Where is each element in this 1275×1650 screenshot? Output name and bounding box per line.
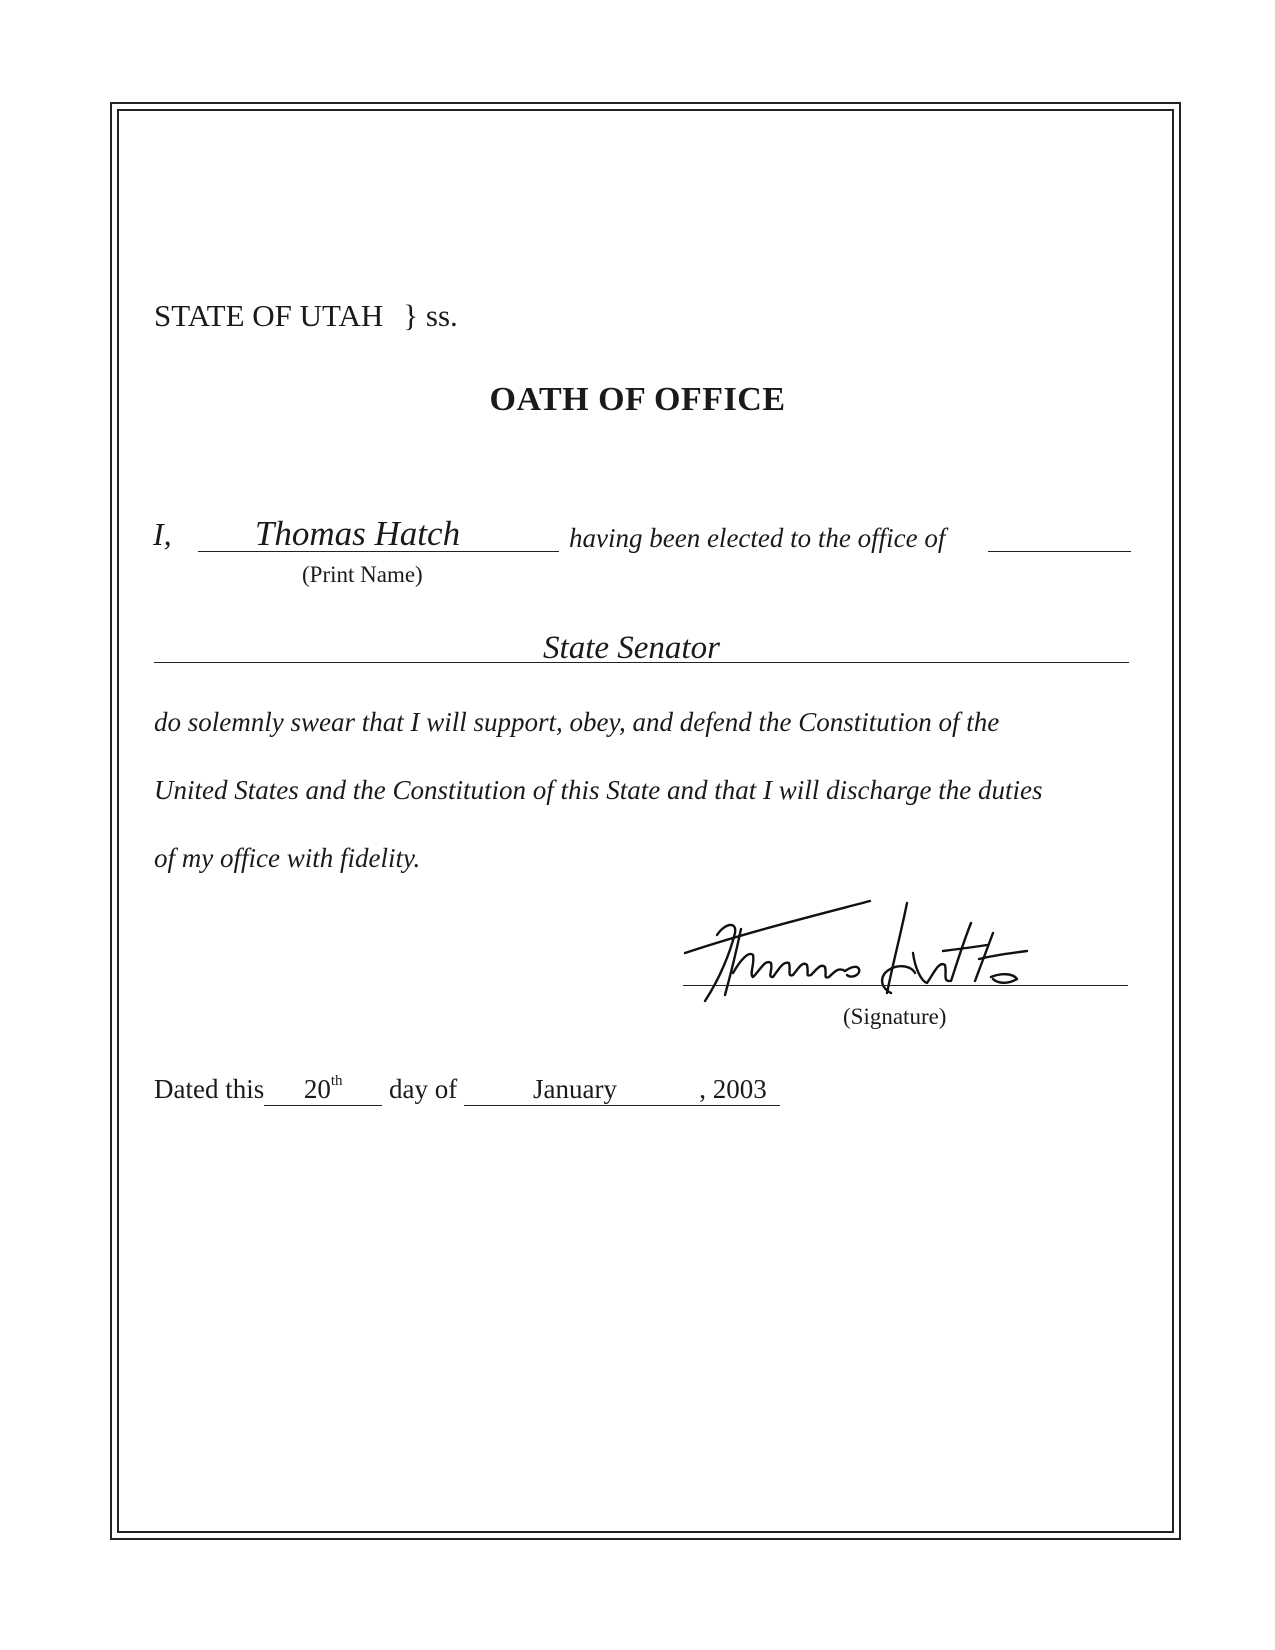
elected-text: having been elected to the office of (569, 523, 946, 553)
year-field (686, 1075, 780, 1106)
month-field (464, 1075, 686, 1106)
dated-line (154, 1074, 780, 1106)
venue-brace: } (403, 298, 419, 333)
venue-ss: ss. (425, 298, 458, 333)
dated-prefix: Dated this (154, 1074, 265, 1104)
document-title: OATH OF OFFICE (489, 381, 786, 418)
year-comma: , (699, 1074, 706, 1104)
day-suffix: th (330, 1073, 343, 1089)
office-blank-line (988, 517, 1131, 552)
oath-body-line-2: United States and the Constitution of this State and that I will discharge the duties (154, 775, 1043, 805)
oath-body-line-1: do solemnly swear that I will support, obey, and defend the Constitution of the (154, 707, 1000, 737)
month-value: January (532, 1074, 617, 1104)
office-field (154, 628, 1129, 666)
office-value: State Senator (543, 630, 720, 666)
signature-line (683, 985, 1128, 986)
state-venue-line (154, 298, 458, 334)
handwritten-signature (675, 893, 1055, 1008)
name-value: Thomas Hatch (254, 514, 461, 553)
day-value: 20 (303, 1074, 331, 1104)
state-name: STATE OF UTAH (154, 298, 384, 333)
print-name-caption: (Print Name) (302, 562, 423, 587)
signature-caption: (Signature) (843, 1004, 947, 1029)
day-of-text: day of (388, 1074, 458, 1104)
year-value: 2003 (712, 1074, 767, 1104)
oath-prefix: I, (153, 516, 172, 552)
oath-body-line-3: of my office with fidelity. (154, 843, 421, 873)
day-field (264, 1075, 382, 1106)
name-field (198, 512, 559, 552)
